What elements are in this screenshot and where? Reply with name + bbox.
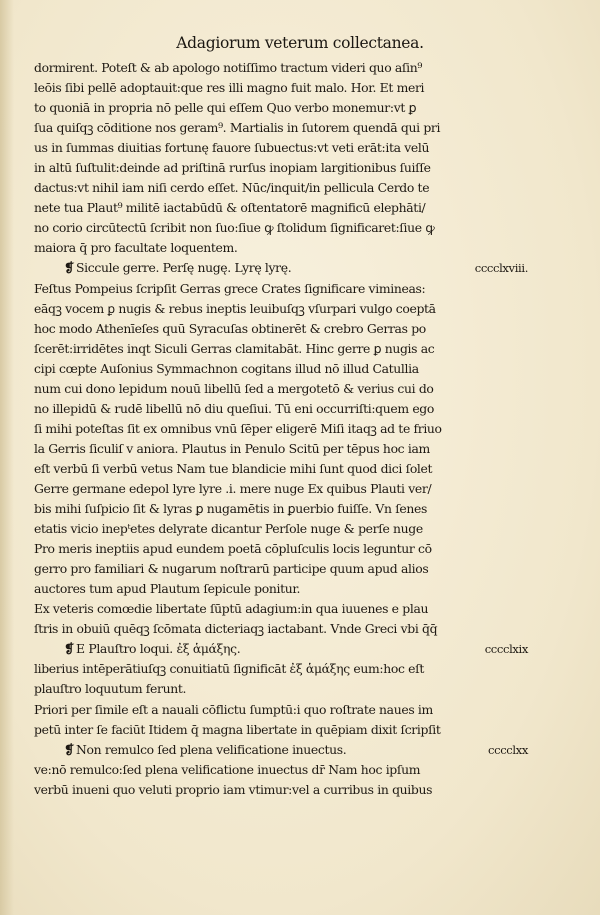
text-line [34, 800, 534, 820]
text-line: Feſtus Pompeius ſcripſit Gerras grece Crates ſignificare vimineas: [34, 280, 426, 296]
text-line: ſcerēt:irridētes inqt Siculi Gerras clamitabāt. Hinc gerre ꝑ nugis ac [34, 340, 435, 356]
chapter-number: cccclxviii. [474, 261, 528, 276]
text-line: liberius intēperātiuſqꝫ conuitiatū ſignificāt ἐξ ἁμάξης eum:hoc eſt [34, 661, 424, 677]
text-line: leōis ſibi pellē adoptauit:que res illi magno fuit malo. Hor. Et meri [34, 80, 425, 96]
chapter-heading [34, 639, 534, 659]
page-text [34, 58, 534, 840]
text-line: eſt verbū ſi verbū vetus Nam tue blandicie mihi ſunt quod dici ſolet [34, 460, 433, 476]
text-line: verbū inueni quo veluti proprio iam vtimur:vel a curribus in quibus [34, 781, 433, 797]
text-line: in altū ſuſtulit:deinde ad priſtinā rurſus inopiam largitionibus ſuiſſe [34, 160, 431, 176]
text-line: Priori per ſimile eſt a nauali cōflictu ſumptū:i quo roſtrate naues im [34, 701, 433, 717]
chapter-number: cccclxix [484, 642, 528, 657]
pilcrow-icon: ❡ [64, 641, 75, 657]
text-line: gerro pro familiari & nugarum noſtrarū participe quum apud alios [34, 561, 429, 577]
text-line: no illepidū & rudē libellū nō diu queſiui. Tū eni occurriſti:quem ego [34, 400, 434, 416]
text-line: dactus:vt nihil iam niſi cerdo eſſet. Nūc/inquit/in pellicula Cerdo te [34, 180, 430, 196]
running-header: Adagiorum veterum collectanea. [176, 34, 424, 52]
chapter-heading [34, 258, 534, 278]
text-line: us in ſummas diuitias fortunę fauore ſubuectus:vt veti erāt:ita velū [34, 140, 430, 156]
text-line: bis mihi ſuſpicio ſit & lyras ꝑ nugamētis in ꝑuerbio fuiſſe. Vn ſenes [34, 501, 428, 517]
text-line: petū inter ſe faciūt Itidem q̄ magna libertate in quēpiam dixit ſcripſit [34, 721, 441, 737]
pilcrow-icon: ❡ [64, 260, 75, 276]
chapter-title: Non remulco ſed plena velificatione inuectus. [76, 741, 347, 757]
text-line: ſua quiſqꝫ cōditione nos geram⁹. Martialis in ſutorem quendā qui pri [34, 120, 441, 136]
text-line: plauſtro loquutum ferunt. [34, 681, 187, 697]
text-line: num cui dono lepidum nouū libellū ſed a mergotetō & verius cui do [34, 380, 434, 396]
text-line: auctores tum apud Plautum ſepicule ponitur. [34, 581, 301, 597]
chapter-number: cccclxx [488, 742, 528, 757]
text-line [34, 820, 534, 840]
text-line: dormirent. Poteſt & ab apologo notiſſimo tractum videri quo aſin⁹ [34, 60, 423, 75]
text-line: hoc modo Athenīeſes quū Syracuſas obtinerēt & crebro Gerras po [34, 320, 426, 336]
text-line: Pro meris ineptiis apud eundem poetā cōpluſculis locis leguntur cō [34, 541, 432, 557]
text-line: to quoniā in propria nō pelle qui eſſem Quo verbo monemur:vt ꝑ [34, 100, 417, 116]
text-line: etatis vicio inepᵗetes delyrate dicantur Perſole nuge & perſe nuge [34, 521, 423, 537]
text-line: ſtris in obuiū quēqꝫ ſcōmata dicteriaqꝫ iactabant. Vnde Greci vbi q̄q̄ [34, 621, 438, 637]
text-line: no corio circūtectū ſcribit non ſuo:ſiue ꝙ ſtolidum ſignificaret:ſiue ꝙ [34, 220, 435, 236]
text-line: nete tua Plaut⁹ militē iactabūdū & oſtentatorē magnificū elephāti/ [34, 200, 426, 216]
chapter-heading [34, 740, 534, 760]
text-line: ſi mihi poteſtas ſit ex omnibus vnū ſēper eligerē Miſi itaqꝫ ad te friuo [34, 420, 442, 436]
chapter-title: Siccule gerre. Perſę nugę. Lyrę lyrę. [76, 260, 292, 276]
pilcrow-icon: ❡ [64, 741, 75, 757]
text-line: cipi cœpte Auſonius Symmachnon cogitans illud nō illud Catullia [34, 360, 419, 376]
chapter-title: E Plauſtro loqui. ἐξ ἁμάξης. [76, 641, 241, 657]
text-line: maiora q̄ pro facultate loquentem. [34, 240, 238, 256]
text-line: Ex veteris comœdie libertate ſūptū adagium:in qua iuuenes e plau [34, 601, 429, 617]
text-line: Gerre germane edepol lyre lyre .i. mere nuge Ex quibus Plauti ver/ [34, 480, 432, 496]
text-line: ve:nō remulco:ſed plena velificatione inuectus dr̄ Nam hoc ipſum [34, 761, 421, 777]
text-line: la Gerris ſiculiſ v aniora. Plautus in Penulo Scitū per tēpus hoc iam [34, 440, 430, 456]
text-line: eāqꝫ vocem ꝑ nugis & rebus ineptis leuibuſqꝫ vſurpari vulgo coeptā [34, 300, 436, 316]
